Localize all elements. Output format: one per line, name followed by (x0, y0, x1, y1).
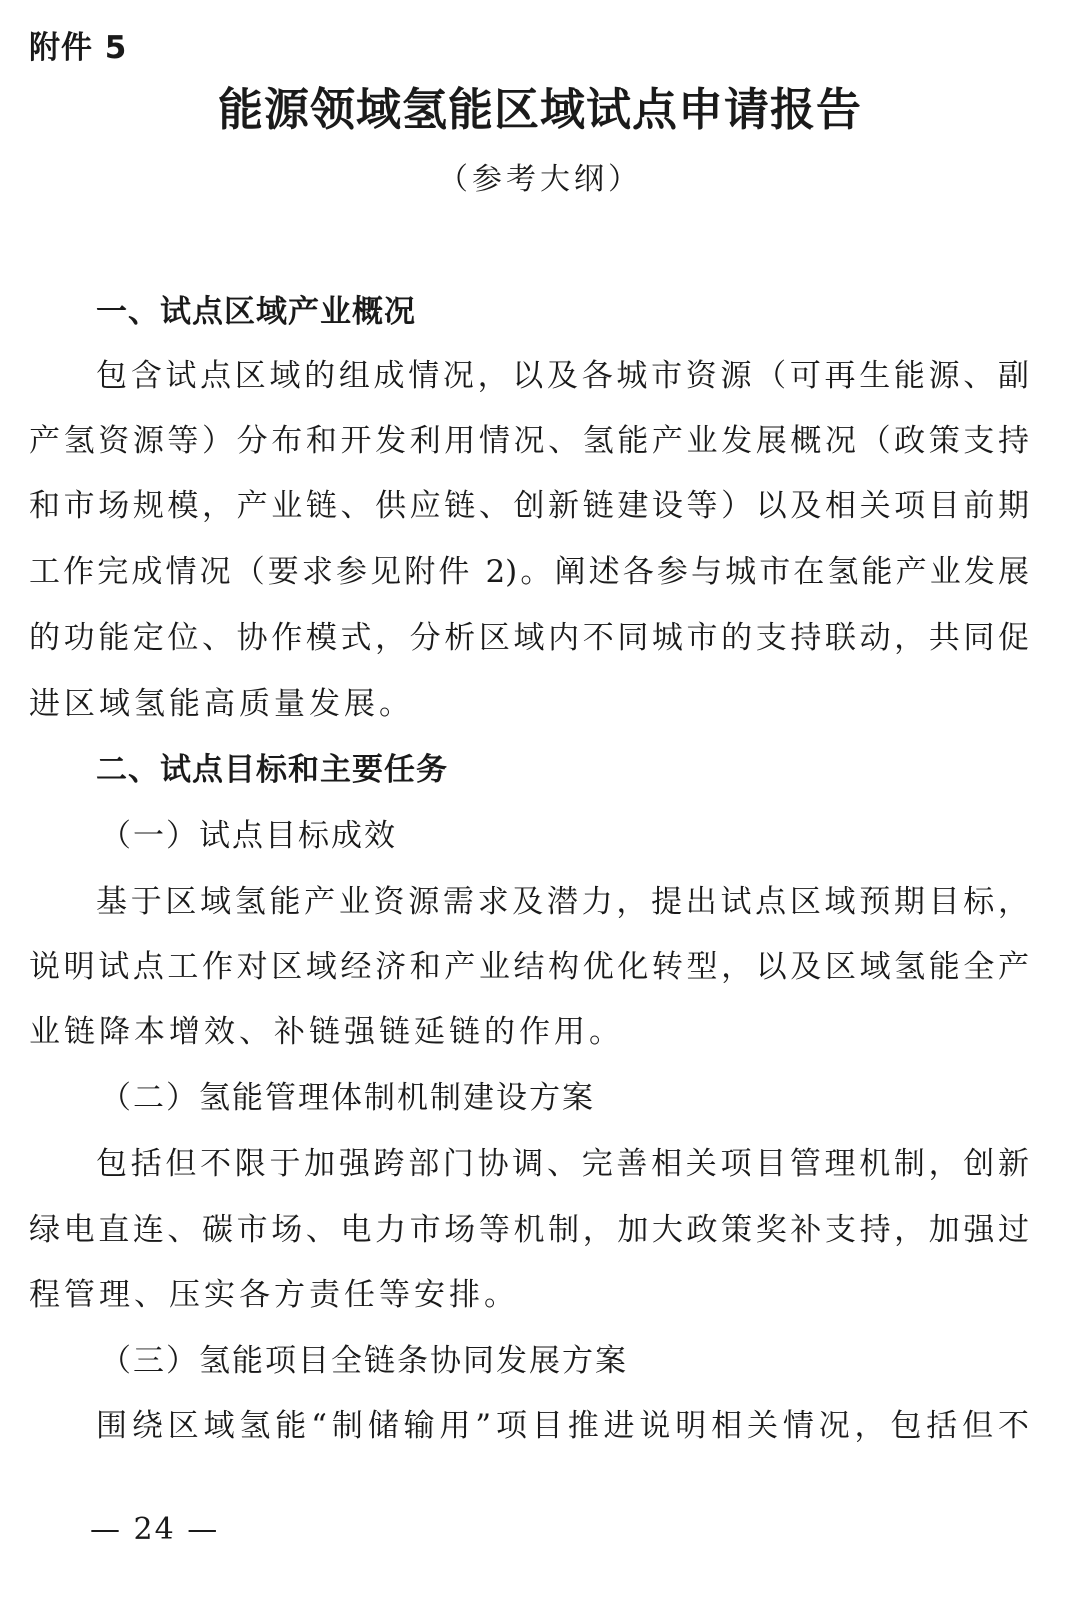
paragraph-line: 围绕区域氢能“制储输用”项目推进说明相关情况，包括但不 (96, 1408, 1029, 1444)
page-number: — 24 — (90, 1512, 220, 1547)
paragraph-line: 程管理、压实各方责任等安排。 (29, 1277, 519, 1313)
paragraph-line: 工作完成情况（要求参见附件 2)。阐述各参与城市在氢能产业发展 (29, 554, 1029, 590)
section-1-heading: 一、试点区域产业概况 (96, 294, 416, 330)
subsection-2-3-heading: （三）氢能项目全链条协同发展方案 (100, 1343, 628, 1379)
paragraph-line: 基于区域氢能产业资源需求及潜力，提出试点区域预期目标， (96, 884, 1029, 920)
paragraph-line: 业链降本增效、补链强链延链的作用。 (29, 1014, 624, 1050)
paragraph-line: 的功能定位、协作模式，分析区域内不同城市的支持联动，共同促 (29, 620, 1029, 656)
subsection-2-1-heading: （一）试点目标成效 (100, 818, 397, 854)
document-title: 能源领域氢能区域试点申请报告 (217, 83, 862, 136)
document-subtitle: （参考大纲） (438, 162, 642, 197)
paragraph-line: 说明试点工作对区域经济和产业结构优化转型，以及区域氢能全产 (29, 949, 1029, 985)
paragraph-line: 包括但不限于加强跨部门协调、完善相关项目管理机制，创新 (96, 1146, 1029, 1182)
paragraph-line: 产氢资源等）分布和开发利用情况、氢能产业发展概况（政策支持 (29, 423, 1029, 459)
paragraph-line: 进区域氢能高质量发展。 (29, 686, 414, 722)
attachment-label: 附件 5 (29, 30, 128, 66)
subsection-2-2-heading: （二）氢能管理体制机制建设方案 (100, 1080, 595, 1116)
paragraph-line: 包含试点区域的组成情况，以及各城市资源（可再生能源、副 (96, 358, 1029, 394)
paragraph-line: 和市场规模，产业链、供应链、创新链建设等）以及相关项目前期 (29, 488, 1029, 524)
section-2-heading: 二、试点目标和主要任务 (96, 752, 448, 788)
paragraph-line: 绿电直连、碳市场、电力市场等机制，加大政策奖补支持，加强过 (29, 1212, 1029, 1248)
